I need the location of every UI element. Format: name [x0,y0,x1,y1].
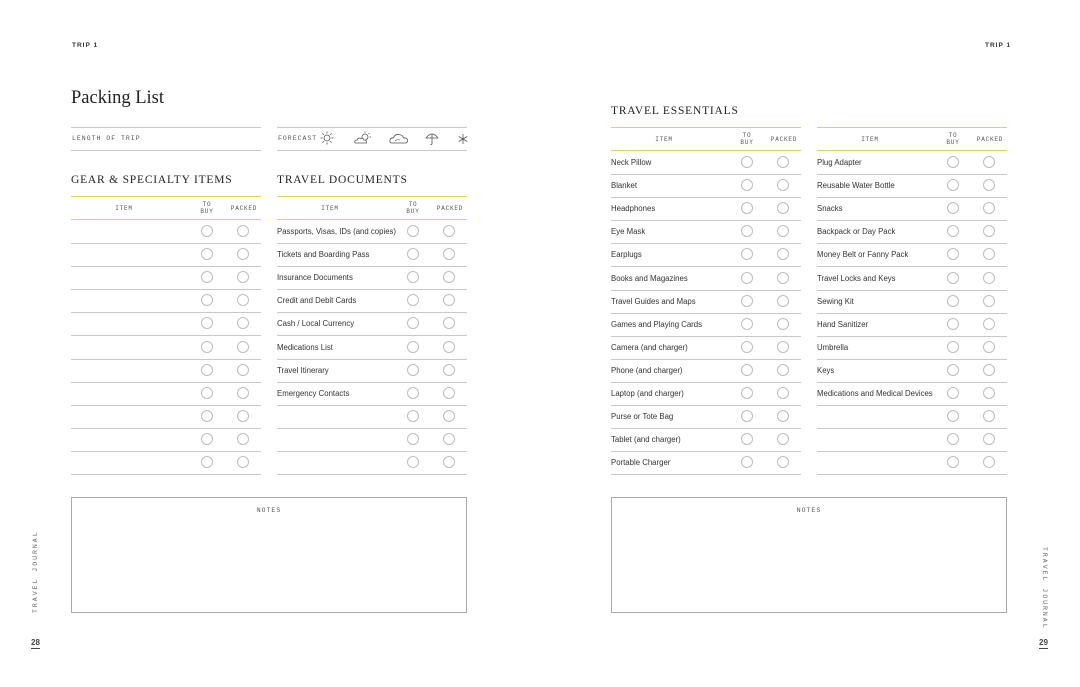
column-header-to-buy: TO BUY [740,132,754,146]
row-divider [817,405,1007,406]
essentials-title: TRAVEL ESSENTIALS [611,105,739,117]
row-divider [611,197,801,198]
side-label: TRAVEL JOURNAL [32,530,39,613]
column-header-to-buy: TO BUY [200,201,214,215]
row-divider [817,174,1007,175]
packed-checkbox[interactable] [983,295,995,307]
row-divider [277,243,467,244]
to-buy-checkbox[interactable] [201,317,213,329]
packed-checkbox[interactable] [443,225,455,237]
item-label: Eye Mask [611,227,646,237]
packed-checkbox[interactable] [237,410,249,422]
row-divider [71,451,261,452]
row-divider [71,266,261,267]
item-label: Laptop (and charger) [611,389,684,398]
column-header-item: ITEM [115,205,133,212]
to-buy-checkbox[interactable] [201,364,213,376]
accent-rule [277,196,467,197]
to-buy-checkbox[interactable] [741,387,753,399]
to-buy-checkbox[interactable] [741,318,753,330]
packed-checkbox[interactable] [777,364,789,376]
item-label: Passports, Visas, IDs (and copies) [277,227,397,236]
to-buy-checkbox[interactable] [741,248,753,260]
packed-checkbox[interactable] [983,364,995,376]
to-buy-checkbox[interactable] [947,364,959,376]
item-label: Cash / Local Currency [277,319,355,329]
row-divider [71,474,261,475]
packed-checkbox[interactable] [443,317,455,329]
column-header-item: ITEM [861,136,879,143]
packed-checkbox[interactable] [443,341,455,353]
to-buy-checkbox[interactable] [741,433,753,445]
to-buy-checkbox[interactable] [947,318,959,330]
to-buy-checkbox[interactable] [407,364,419,376]
packed-checkbox[interactable] [983,410,995,422]
to-buy-checkbox[interactable] [407,341,419,353]
notes-label: NOTES [796,507,822,514]
to-buy-checkbox[interactable] [947,456,959,468]
packed-checkbox[interactable] [777,318,789,330]
row-divider [817,243,1007,244]
to-buy-checkbox[interactable] [947,387,959,399]
row-divider [817,290,1007,291]
length-of-trip-input-line[interactable] [71,150,261,151]
to-buy-checkbox[interactable] [947,202,959,214]
row-divider [817,428,1007,429]
item-label: Hand Sanitizer [817,319,869,329]
to-buy-checkbox[interactable] [947,272,959,284]
packed-checkbox[interactable] [237,271,249,283]
to-buy-checkbox[interactable] [407,294,419,306]
row-divider [277,312,467,313]
packed-checkbox[interactable] [443,433,455,445]
to-buy-checkbox[interactable] [407,387,419,399]
item-label: Games and Playing Cards [611,319,703,329]
packed-checkbox[interactable] [777,272,789,284]
to-buy-checkbox[interactable] [741,410,753,422]
row-divider [817,197,1007,198]
row-divider [611,336,801,337]
item-label: Umbrella [817,342,849,352]
to-buy-checkbox[interactable] [947,410,959,422]
accent-rule [71,196,261,197]
packed-checkbox[interactable] [443,410,455,422]
accent-rule [817,127,1007,128]
item-label: Headphones [611,204,656,214]
packed-checkbox[interactable] [983,272,995,284]
packed-checkbox[interactable] [983,387,995,399]
notes-box[interactable] [611,497,1007,613]
to-buy-checkbox[interactable] [201,433,213,445]
packed-checkbox[interactable] [983,179,995,191]
packed-checkbox[interactable] [443,387,455,399]
column-header-packed: PACKED [436,205,464,212]
divider [277,150,467,151]
row-divider [71,359,261,360]
item-label: Phone (and charger) [611,365,683,375]
row-divider [611,474,801,475]
row-divider [611,359,801,360]
packed-checkbox[interactable] [777,341,789,353]
to-buy-checkbox[interactable] [741,456,753,468]
row-divider [611,290,801,291]
item-label: Snacks [817,204,843,214]
gear-section-title: GEAR & SPECIALTY ITEMS [71,174,233,186]
to-buy-checkbox[interactable] [407,433,419,445]
side-label: TRAVEL JOURNAL [1041,547,1048,630]
row-divider [611,220,801,221]
left-trip-header: TRIP 1 [72,42,99,49]
row-divider [817,382,1007,383]
to-buy-checkbox[interactable] [201,387,213,399]
packed-checkbox[interactable] [777,179,789,191]
to-buy-checkbox[interactable] [201,341,213,353]
row-divider [71,405,261,406]
packed-checkbox[interactable] [777,295,789,307]
accent-rule [611,150,801,151]
item-label: Travel Guides and Maps [611,296,696,306]
column-header-to-buy: TO BUY [406,201,420,215]
item-label: Tablet (and charger) [611,435,681,445]
packed-checkbox[interactable] [983,248,995,260]
accent-rule [71,219,261,220]
to-buy-checkbox[interactable] [741,179,753,191]
packed-checkbox[interactable] [983,156,995,168]
packed-checkbox[interactable] [983,433,995,445]
to-buy-checkbox[interactable] [201,248,213,260]
snowflake-icon[interactable] [457,133,469,145]
item-label: Portable Charger [611,458,671,468]
row-divider [817,359,1007,360]
item-label: Travel Locks and Keys [817,273,896,283]
row-divider [817,474,1007,475]
divider [277,127,467,128]
row-divider [71,243,261,244]
packed-checkbox[interactable] [237,317,249,329]
to-buy-checkbox[interactable] [201,456,213,468]
divider [71,127,261,128]
row-divider [71,312,261,313]
packed-checkbox[interactable] [777,156,789,168]
row-divider [611,266,801,267]
packed-checkbox[interactable] [983,456,995,468]
to-buy-checkbox[interactable] [741,341,753,353]
item-label: Purse or Tote Bag [611,412,674,422]
item-label: Tickets and Boarding Pass [277,250,370,260]
row-divider [277,405,467,406]
page-number: 29 [1039,638,1048,647]
to-buy-checkbox[interactable] [201,410,213,422]
row-divider [277,335,467,336]
row-divider [611,174,801,175]
item-label: Blanket [611,181,638,191]
item-label: Keys [817,365,835,375]
accent-rule [611,127,801,128]
to-buy-checkbox[interactable] [407,248,419,260]
item-label: Plug Adapter [817,158,862,167]
item-label: Travel Itinerary [277,365,329,375]
accent-rule [277,219,467,220]
packed-checkbox[interactable] [237,294,249,306]
to-buy-checkbox[interactable] [947,225,959,237]
packed-checkbox[interactable] [443,456,455,468]
to-buy-checkbox[interactable] [947,433,959,445]
item-label: Emergency Contacts [277,388,350,398]
row-divider [611,313,801,314]
packed-checkbox[interactable] [777,456,789,468]
partly-cloudy-icon[interactable] [353,131,373,145]
packed-checkbox[interactable] [983,202,995,214]
item-label: Money Belt or Fanny Pack [817,250,909,260]
row-divider [817,266,1007,267]
to-buy-checkbox[interactable] [947,295,959,307]
notes-label: NOTES [256,507,282,514]
to-buy-checkbox[interactable] [407,456,419,468]
packed-checkbox[interactable] [777,225,789,237]
packed-checkbox[interactable] [237,341,249,353]
packed-checkbox[interactable] [237,248,249,260]
to-buy-checkbox[interactable] [947,341,959,353]
item-label: Backpack or Day Pack [817,227,896,237]
row-divider [611,382,801,383]
row-divider [71,382,261,383]
row-divider [277,266,467,267]
packed-checkbox[interactable] [983,225,995,237]
column-header-packed: PACKED [230,205,258,212]
item-label: Earplugs [611,250,642,260]
row-divider [611,428,801,429]
sun-icon[interactable] [320,131,334,145]
packed-checkbox[interactable] [983,341,995,353]
packed-checkbox[interactable] [777,387,789,399]
right-trip-header: TRIP 1 [985,42,1012,49]
row-divider [611,243,801,244]
packed-checkbox[interactable] [777,202,789,214]
packed-checkbox[interactable] [777,410,789,422]
packed-checkbox[interactable] [237,387,249,399]
length-of-trip-label: LENGTH OF TRIP [72,135,141,142]
row-divider [71,335,261,336]
to-buy-checkbox[interactable] [741,202,753,214]
forecast-label: FORECAST [278,135,318,142]
item-label: Camera (and charger) [611,342,688,352]
packed-checkbox[interactable] [983,318,995,330]
item-label: Neck Pillow [611,158,652,167]
item-label: Books and Magazines [611,273,688,283]
row-divider [817,220,1007,221]
column-header-packed: PACKED [770,136,798,143]
accent-rule [817,150,1007,151]
item-label: Reusable Water Bottle [817,181,895,191]
packed-checkbox[interactable] [443,271,455,283]
to-buy-checkbox[interactable] [201,294,213,306]
item-label: Credit and Debit Cards [277,296,357,306]
row-divider [277,451,467,452]
column-header-item: ITEM [655,136,673,143]
row-divider [611,451,801,452]
to-buy-checkbox[interactable] [947,156,959,168]
packed-checkbox[interactable] [237,225,249,237]
cloud-icon[interactable] [389,132,409,145]
page-title: Packing List [71,88,165,108]
to-buy-checkbox[interactable] [201,225,213,237]
packed-checkbox[interactable] [443,248,455,260]
to-buy-checkbox[interactable] [947,179,959,191]
notes-box[interactable] [71,497,467,613]
item-label: Medications List [277,342,333,352]
row-divider [817,451,1007,452]
to-buy-checkbox[interactable] [407,317,419,329]
packed-checkbox[interactable] [777,248,789,260]
documents-section-title: TRAVEL DOCUMENTS [277,174,408,186]
packed-checkbox[interactable] [443,364,455,376]
row-divider [277,359,467,360]
page-number: 28 [31,638,40,647]
row-divider [71,428,261,429]
to-buy-checkbox[interactable] [407,225,419,237]
packed-checkbox[interactable] [237,364,249,376]
to-buy-checkbox[interactable] [741,295,753,307]
row-divider [277,474,467,475]
column-header-packed: PACKED [976,136,1004,143]
item-label: Sewing Kit [817,296,854,306]
to-buy-checkbox[interactable] [407,271,419,283]
row-divider [277,382,467,383]
to-buy-checkbox[interactable] [201,271,213,283]
row-divider [611,405,801,406]
to-buy-checkbox[interactable] [741,225,753,237]
to-buy-checkbox[interactable] [741,272,753,284]
to-buy-checkbox[interactable] [407,410,419,422]
to-buy-checkbox[interactable] [947,248,959,260]
packed-checkbox[interactable] [777,433,789,445]
packed-checkbox[interactable] [443,294,455,306]
row-divider [277,428,467,429]
to-buy-checkbox[interactable] [741,364,753,376]
row-divider [277,289,467,290]
row-divider [817,313,1007,314]
item-label: Insurance Documents [277,273,353,283]
row-divider [817,336,1007,337]
column-header-to-buy: TO BUY [946,132,960,146]
column-header-item: ITEM [321,205,339,212]
item-label: Medications and Medical Devices [817,389,933,398]
packed-checkbox[interactable] [237,433,249,445]
packed-checkbox[interactable] [237,456,249,468]
row-divider [71,289,261,290]
to-buy-checkbox[interactable] [741,156,753,168]
umbrella-icon[interactable] [425,131,439,146]
